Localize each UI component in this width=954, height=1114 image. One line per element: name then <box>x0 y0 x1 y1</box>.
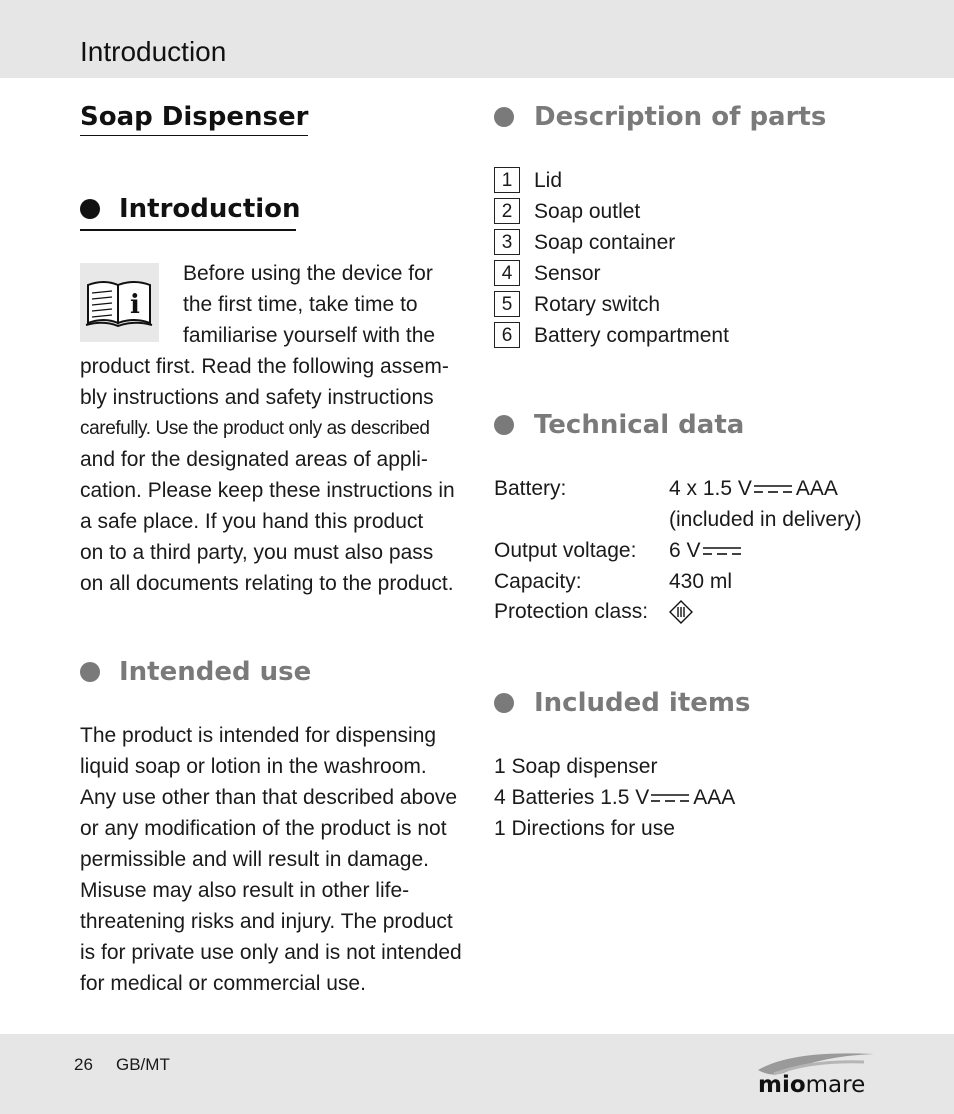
miomare-logo <box>752 1048 882 1100</box>
text-line: is for private use only and is not intended <box>80 941 462 964</box>
intro-paragraph-top <box>183 258 463 351</box>
part-label: Lid <box>534 169 563 192</box>
text-line: and for the designated areas of appli- <box>80 448 428 471</box>
text-line: a safe place. If you hand this product <box>80 510 424 533</box>
output-voltage-label: Output voltage: <box>494 539 637 562</box>
text-line: threatening risks and injury. The product <box>80 910 453 933</box>
capacity-value: 430 ml <box>669 570 733 593</box>
output-voltage-value <box>669 535 745 566</box>
dc-symbol-icon <box>651 792 689 804</box>
text-line: bly instructions and safety instructions <box>80 386 434 409</box>
protection-class-iii-icon <box>669 600 693 633</box>
part-label: Soap container <box>534 231 676 254</box>
included-item: 1 Soap dispenser <box>494 755 658 778</box>
intended-use-paragraph <box>80 720 465 999</box>
text-line: cation. Please keep these instructions in <box>80 479 455 502</box>
product-title: Soap Dispenser <box>80 100 308 136</box>
bullet-icon <box>494 107 514 127</box>
text-line: or any modification of the product is not <box>80 817 447 840</box>
battery-value <box>669 473 838 504</box>
svg-text:i: i <box>130 290 140 320</box>
text-line: the first time, take time to <box>183 293 418 316</box>
text-line: Before using the device for <box>183 262 433 285</box>
svg-text:miomare <box>758 1072 865 1098</box>
battery-label: Battery: <box>494 477 567 500</box>
section-title: Introduction <box>80 36 227 67</box>
intro-paragraph <box>80 351 465 599</box>
bullet-icon <box>494 693 514 713</box>
text-line: permissible and will result in damage. <box>80 848 429 871</box>
part-number: 4 <box>494 260 520 286</box>
part-number: 2 <box>494 198 520 224</box>
part-number: 1 <box>494 167 520 193</box>
text-line: on all documents relating to the product. <box>80 572 454 595</box>
included-item <box>494 782 735 813</box>
text-line: for medical or commercial use. <box>80 972 366 995</box>
dc-symbol-icon <box>754 483 792 495</box>
included-item: 1 Directions for use <box>494 817 675 840</box>
introduction-heading: Introduction <box>119 194 301 224</box>
dc-symbol-icon <box>703 545 741 557</box>
battery-note: (included in delivery) <box>669 508 862 531</box>
description-of-parts-heading: Description of parts <box>534 102 827 132</box>
part-number: 5 <box>494 291 520 317</box>
part-label: Rotary switch <box>534 293 661 316</box>
text-line: on to a third party, you must also pass <box>80 541 434 564</box>
battery-type: AAA <box>795 477 838 500</box>
text-line: liquid soap or lotion in the washroom. <box>80 755 427 778</box>
info-book-icon <box>80 263 159 342</box>
part-number: 6 <box>494 322 520 348</box>
bullet-icon <box>80 199 100 219</box>
text-line: Misuse may also result in other life- <box>80 879 410 902</box>
bullet-icon <box>80 662 100 682</box>
text-line: The product is intended for dispensing <box>80 724 437 747</box>
heading-underline <box>80 229 296 231</box>
included-items-heading: Included items <box>534 688 751 718</box>
battery-voltage: 4 x 1.5 V <box>669 477 752 500</box>
part-label: Battery compartment <box>534 324 729 347</box>
logo-text-b: mare <box>805 1072 866 1098</box>
protection-class-label: Protection class: <box>494 600 649 623</box>
part-label: Soap outlet <box>534 200 641 223</box>
bullet-icon <box>494 415 514 435</box>
part-label: Sensor <box>534 262 601 285</box>
text-line: familiarise yourself with the <box>183 324 436 347</box>
technical-data-heading: Technical data <box>534 410 745 440</box>
output-voltage: 6 V <box>669 539 701 562</box>
language-code: GB/MT <box>116 1055 170 1074</box>
text-line: carefully. Use the product only as described <box>80 418 430 439</box>
part-number: 3 <box>494 229 520 255</box>
intended-use-heading: Intended use <box>119 657 312 687</box>
text-line: Any use other than that described above <box>80 786 458 809</box>
batteries-text: 4 Batteries 1.5 V <box>494 786 650 809</box>
capacity-label: Capacity: <box>494 570 582 593</box>
batteries-type: AAA <box>693 786 736 809</box>
logo-text-a: mio <box>758 1072 806 1098</box>
text-line: product first. Read the following assem- <box>80 355 449 378</box>
included-items-list <box>494 751 735 844</box>
page-number: 26 <box>74 1055 93 1074</box>
